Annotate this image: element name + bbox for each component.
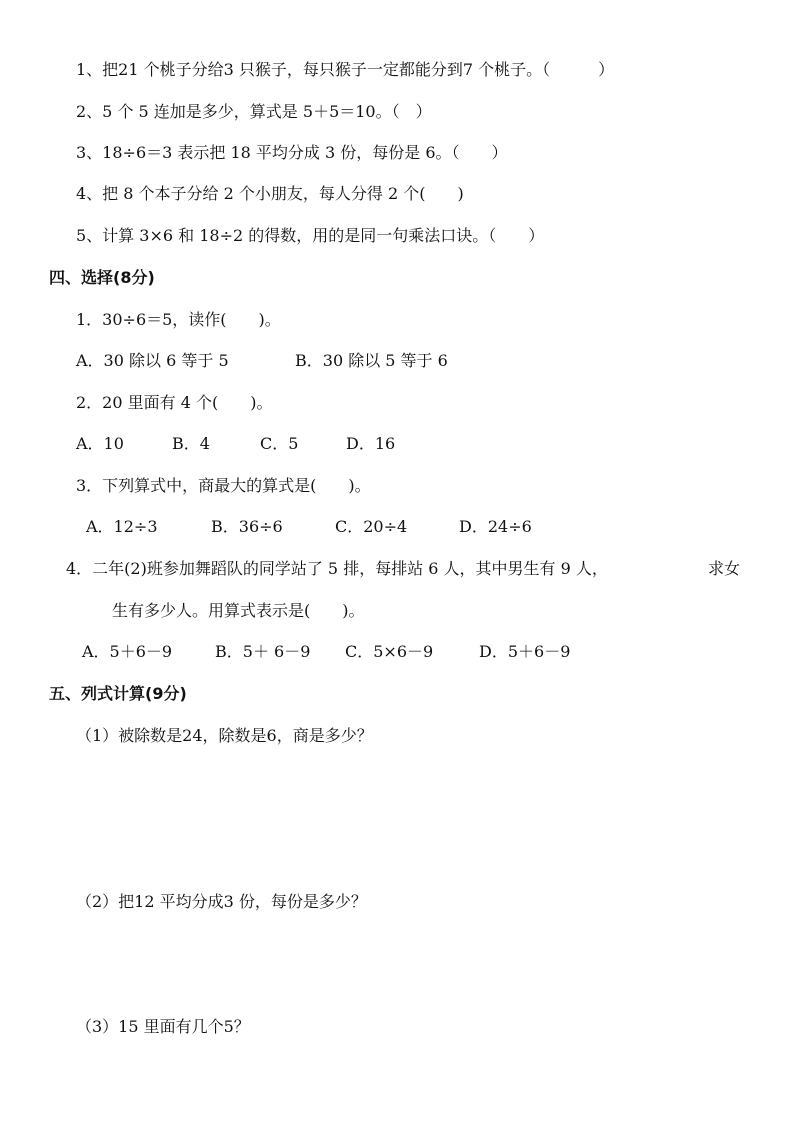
choice-q2-stem: 2．20 里面有 4 个( )。 — [76, 393, 273, 412]
choice-q4-option-c: C．5×6－9 — [345, 642, 434, 661]
choice-q4-stem-line1: 4．二年(2)班参加舞蹈队的同学站了 5 排，每排站 6 人，其中男生有 9 人， — [66, 559, 608, 578]
judge-item-5: 5、计算 3×6 和 18÷2 的得数，用的是同一句乘法口诀。（ ） — [76, 226, 545, 245]
choice-q3-option-b: B．36÷6 — [211, 517, 283, 536]
judge-item-3: 3、18÷6＝3 表示把 18 平均分成 3 份，每份是 6。（ ） — [76, 143, 508, 162]
choice-q4-stem-line1-tail: 求女 — [708, 559, 741, 578]
choice-q1-option-b: B．30 除以 5 等于 6 — [295, 351, 448, 370]
choice-q4-option-b: B．5＋ 6－9 — [215, 642, 311, 661]
choice-q4-option-a: A．5＋6－9 — [82, 642, 173, 661]
calc-item-2: （2）把12 平均分成3 份，每份是多少？ — [76, 892, 367, 911]
choice-q3-option-c: C．20÷4 — [335, 517, 408, 536]
choice-q2-option-b: B．4 — [172, 434, 210, 453]
choice-q2-option-d: D．16 — [346, 434, 396, 453]
section-choice-heading: 四、选择(8分) — [49, 268, 155, 287]
choice-q4-option-d: D．5＋6－9 — [479, 642, 571, 661]
choice-q3-option-d: D．24÷6 — [459, 517, 532, 536]
calc-item-3: （3）15 里面有几个5？ — [76, 1017, 250, 1036]
judge-item-2: 2、5 个 5 连加是多少，算式是 5＋5＝10。（ ） — [76, 102, 432, 121]
judge-item-1: 1、把21 个桃子分给3 只猴子，每只猴子一定都能分到7 个桃子。（ ） — [76, 60, 615, 79]
choice-q1-option-a: A．30 除以 6 等于 5 — [76, 351, 229, 370]
choice-q2-option-c: C．5 — [260, 434, 299, 453]
choice-q2-option-a: A．10 — [76, 434, 124, 453]
choice-q3-option-a: A．12÷3 — [86, 517, 158, 536]
judge-item-4: 4、把 8 个本子分给 2 个小朋友，每人分得 2 个( ) — [76, 184, 464, 203]
choice-q1-stem: 1．30÷6＝5，读作( )。 — [76, 310, 281, 329]
choice-q4-stem-line2: 生有多少人。用算式表示是( )。 — [112, 601, 365, 620]
calc-item-1: （1）被除数是24，除数是6，商是多少？ — [76, 726, 373, 745]
choice-q3-stem: 3．下列算式中，商最大的算式是( )。 — [76, 476, 371, 495]
section-calc-heading: 五、列式计算(9分) — [49, 684, 187, 703]
